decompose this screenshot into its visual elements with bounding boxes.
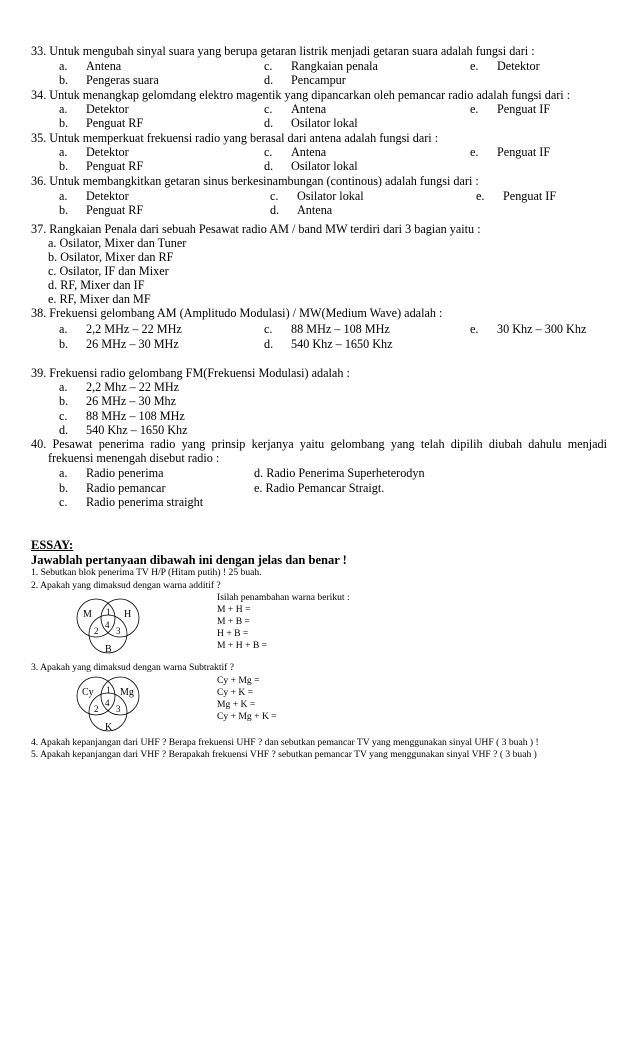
- venn-region-1: 1: [106, 607, 111, 617]
- option-text: Penguat RF: [86, 116, 144, 130]
- option-label: d.: [270, 203, 280, 217]
- venn-label-bottom: K: [105, 722, 113, 733]
- venn-region-3: 3: [116, 626, 121, 636]
- option-label: b.: [59, 394, 69, 408]
- essay-question-4: 4. Apakah kepanjangan dari UHF ? Berapa frekuensi UHF ? dan sebutkan pemancar TV yang menggunakan sinyal UHF ( 3 buah ) !: [31, 737, 539, 748]
- additive-line: H + B =: [217, 628, 249, 639]
- option-line: c. Osilator, IF dan Mixer: [48, 264, 169, 278]
- option-label: b.: [59, 337, 69, 351]
- option-text: Antena: [291, 102, 327, 116]
- subtractive-line: Cy + K =: [217, 687, 254, 698]
- venn-region-1: 1: [106, 685, 111, 695]
- option-label: d.: [264, 116, 274, 130]
- option-label: c.: [270, 189, 279, 203]
- option-label: a.: [59, 466, 68, 480]
- option-text: Detektor: [86, 145, 129, 159]
- option-text: e. Radio Pemancar Straigt.: [254, 481, 385, 495]
- option-label: e.: [476, 189, 485, 203]
- option-line: a. Osilator, Mixer dan Tuner: [48, 236, 187, 250]
- option-text: Antena: [291, 145, 327, 159]
- essay-question-2: 2. Apakah yang dimaksud dengan warna additif ?: [31, 580, 221, 591]
- option-label: b.: [59, 203, 69, 217]
- option-label: d.: [264, 159, 274, 173]
- venn-label-right: H: [124, 609, 132, 620]
- additive-line: M + H =: [217, 604, 251, 615]
- question-35: 35. Untuk memperkuat frekuensi radio yang berasal dari antena adalah fungsi dari :: [31, 131, 439, 145]
- option-text: Detektor: [86, 102, 129, 116]
- option-text: 88 MHz – 108 MHz: [86, 409, 185, 423]
- option-label: a.: [59, 322, 68, 336]
- venn-region-2: 2: [94, 626, 99, 636]
- venn-region-4: 4: [105, 620, 110, 630]
- question-38: 38. Frekuensi gelombang AM (Amplitudo Modulasi) / MW(Medium Wave) adalah :: [31, 306, 443, 320]
- additive-line: M + B =: [217, 616, 250, 627]
- venn-label-right: Mg: [120, 687, 134, 698]
- option-label: d.: [264, 73, 274, 87]
- option-line: d. RF, Mixer dan IF: [48, 278, 145, 292]
- question-33: 33. Untuk mengubah sinyal suara yang berupa getaran listrik menjadi getaran suara adalah fungsi dari :: [31, 44, 535, 58]
- option-label: c.: [264, 145, 273, 159]
- option-text: Penguat RF: [86, 159, 144, 173]
- option-label: b.: [59, 481, 69, 495]
- venn-region-3: 3: [116, 704, 121, 714]
- option-label: e.: [470, 102, 479, 116]
- option-text: Penguat RF: [86, 203, 144, 217]
- venn-label-left: Cy: [82, 687, 94, 698]
- essay-question-5: 5. Apakah kepanjangan dari VHF ? Berapakah frekuensi VHF ? sebutkan pemancar TV yang menggunakan sinyal VHF ? ( 3 buah ): [31, 749, 537, 760]
- option-label: c.: [264, 322, 273, 336]
- option-text: d. Radio Penerima Superheterodyn: [254, 466, 425, 480]
- option-label: a.: [59, 189, 68, 203]
- option-line: b. Osilator, Mixer dan RF: [48, 250, 174, 264]
- venn-label-left: M: [83, 609, 92, 620]
- option-label: d.: [59, 423, 69, 437]
- option-text: Pencampur: [291, 73, 346, 87]
- option-text: Osilator lokal: [297, 189, 364, 203]
- option-label: b.: [59, 73, 69, 87]
- option-text: Osilator lokal: [291, 116, 358, 130]
- option-text: Penguat IF: [503, 189, 557, 203]
- venn-label-bottom: B: [105, 644, 112, 655]
- option-label: c.: [59, 495, 68, 509]
- option-label: a.: [59, 102, 68, 116]
- option-text: Detektor: [497, 59, 540, 73]
- subtractive-line: Cy + Mg + K =: [217, 711, 277, 722]
- option-label: a.: [59, 59, 68, 73]
- option-text: 26 MHz – 30 MHz: [86, 337, 179, 351]
- option-label: c.: [264, 102, 273, 116]
- option-label: b.: [59, 116, 69, 130]
- venn-region-4: 4: [105, 698, 110, 708]
- question-34: 34. Untuk menangkap gelomdang elektro magentik yang dipancarkan oleh pemancar radio adalah fungsi dari :: [31, 88, 571, 102]
- question-39: 39. Frekuensi radio gelombang FM(Frekuensi Modulasi) adalah :: [31, 366, 350, 380]
- option-text: 88 MHz – 108 MHz: [291, 322, 390, 336]
- option-text: 26 MHz – 30 Mhz: [86, 394, 177, 408]
- question-37: 37. Rangkaian Penala dari sebuah Pesawat radio AM / band MW terdiri dari 3 bagian yaitu :: [31, 222, 481, 236]
- additive-venn-diagram: [68, 596, 158, 658]
- option-line: e. RF, Mixer dan MF: [48, 292, 151, 306]
- option-label: e.: [470, 59, 479, 73]
- additive-instruction: Isilah penambahan warna berikut :: [217, 592, 350, 603]
- option-text: 30 Khz – 300 Khz: [497, 322, 587, 336]
- question-40-line-1: 40. Pesawat penerima radio yang prinsip kerjanya yaitu gelombang yang telah dipilih diubah dahulu menjadi: [31, 437, 607, 451]
- question-36: 36. Untuk membangkitkan getaran sinus berkesinambungan (continous) adalah fungsi dari :: [31, 174, 479, 188]
- venn-region-2: 2: [94, 704, 99, 714]
- option-text: Radio pemancar: [86, 481, 166, 495]
- option-text: Radio penerima straight: [86, 495, 204, 509]
- option-text: Penguat IF: [497, 145, 551, 159]
- option-text: 540 Khz – 1650 Khz: [291, 337, 393, 351]
- option-text: Penguat IF: [497, 102, 551, 116]
- additive-line: M + H + B =: [217, 640, 268, 651]
- subtractive-line: Cy + Mg =: [217, 675, 260, 686]
- option-text: Radio penerima: [86, 466, 164, 480]
- option-label: a.: [59, 380, 68, 394]
- option-text: 2,2 Mhz – 22 MHz: [86, 380, 180, 394]
- question-40: [31, 437, 607, 451]
- option-text: Osilator lokal: [291, 159, 358, 173]
- option-text: Rangkaian penala: [291, 59, 378, 73]
- option-label: c.: [59, 409, 68, 423]
- option-label: e.: [470, 322, 479, 336]
- option-text: Pengeras suara: [86, 73, 159, 87]
- option-label: b.: [59, 159, 69, 173]
- essay-question-1: 1. Sebutkan blok penerima TV H/P (Hitam putih) ! 25 buah.: [31, 567, 262, 578]
- option-text: Detektor: [86, 189, 129, 203]
- essay-title: ESSAY:: [31, 538, 74, 552]
- option-label: e.: [470, 145, 479, 159]
- option-text: 540 Khz – 1650 Khz: [86, 423, 188, 437]
- option-text: 2,2 MHz – 22 MHz: [86, 322, 182, 336]
- essay-question-3: 3. Apakah yang dimaksud dengan warna Subtraktif ?: [31, 662, 235, 673]
- option-label: a.: [59, 145, 68, 159]
- option-text: Antena: [297, 203, 333, 217]
- essay-instruction: Jawablah pertanyaan dibawah ini dengan jelas dan benar !: [31, 553, 347, 567]
- option-label: d.: [264, 337, 274, 351]
- subtractive-line: Mg + K =: [217, 699, 256, 710]
- question-40-line-2: frekuensi menengah disebut radio :: [48, 451, 220, 465]
- option-label: c.: [264, 59, 273, 73]
- subtractive-venn-diagram: [68, 674, 158, 736]
- option-text: Antena: [86, 59, 122, 73]
